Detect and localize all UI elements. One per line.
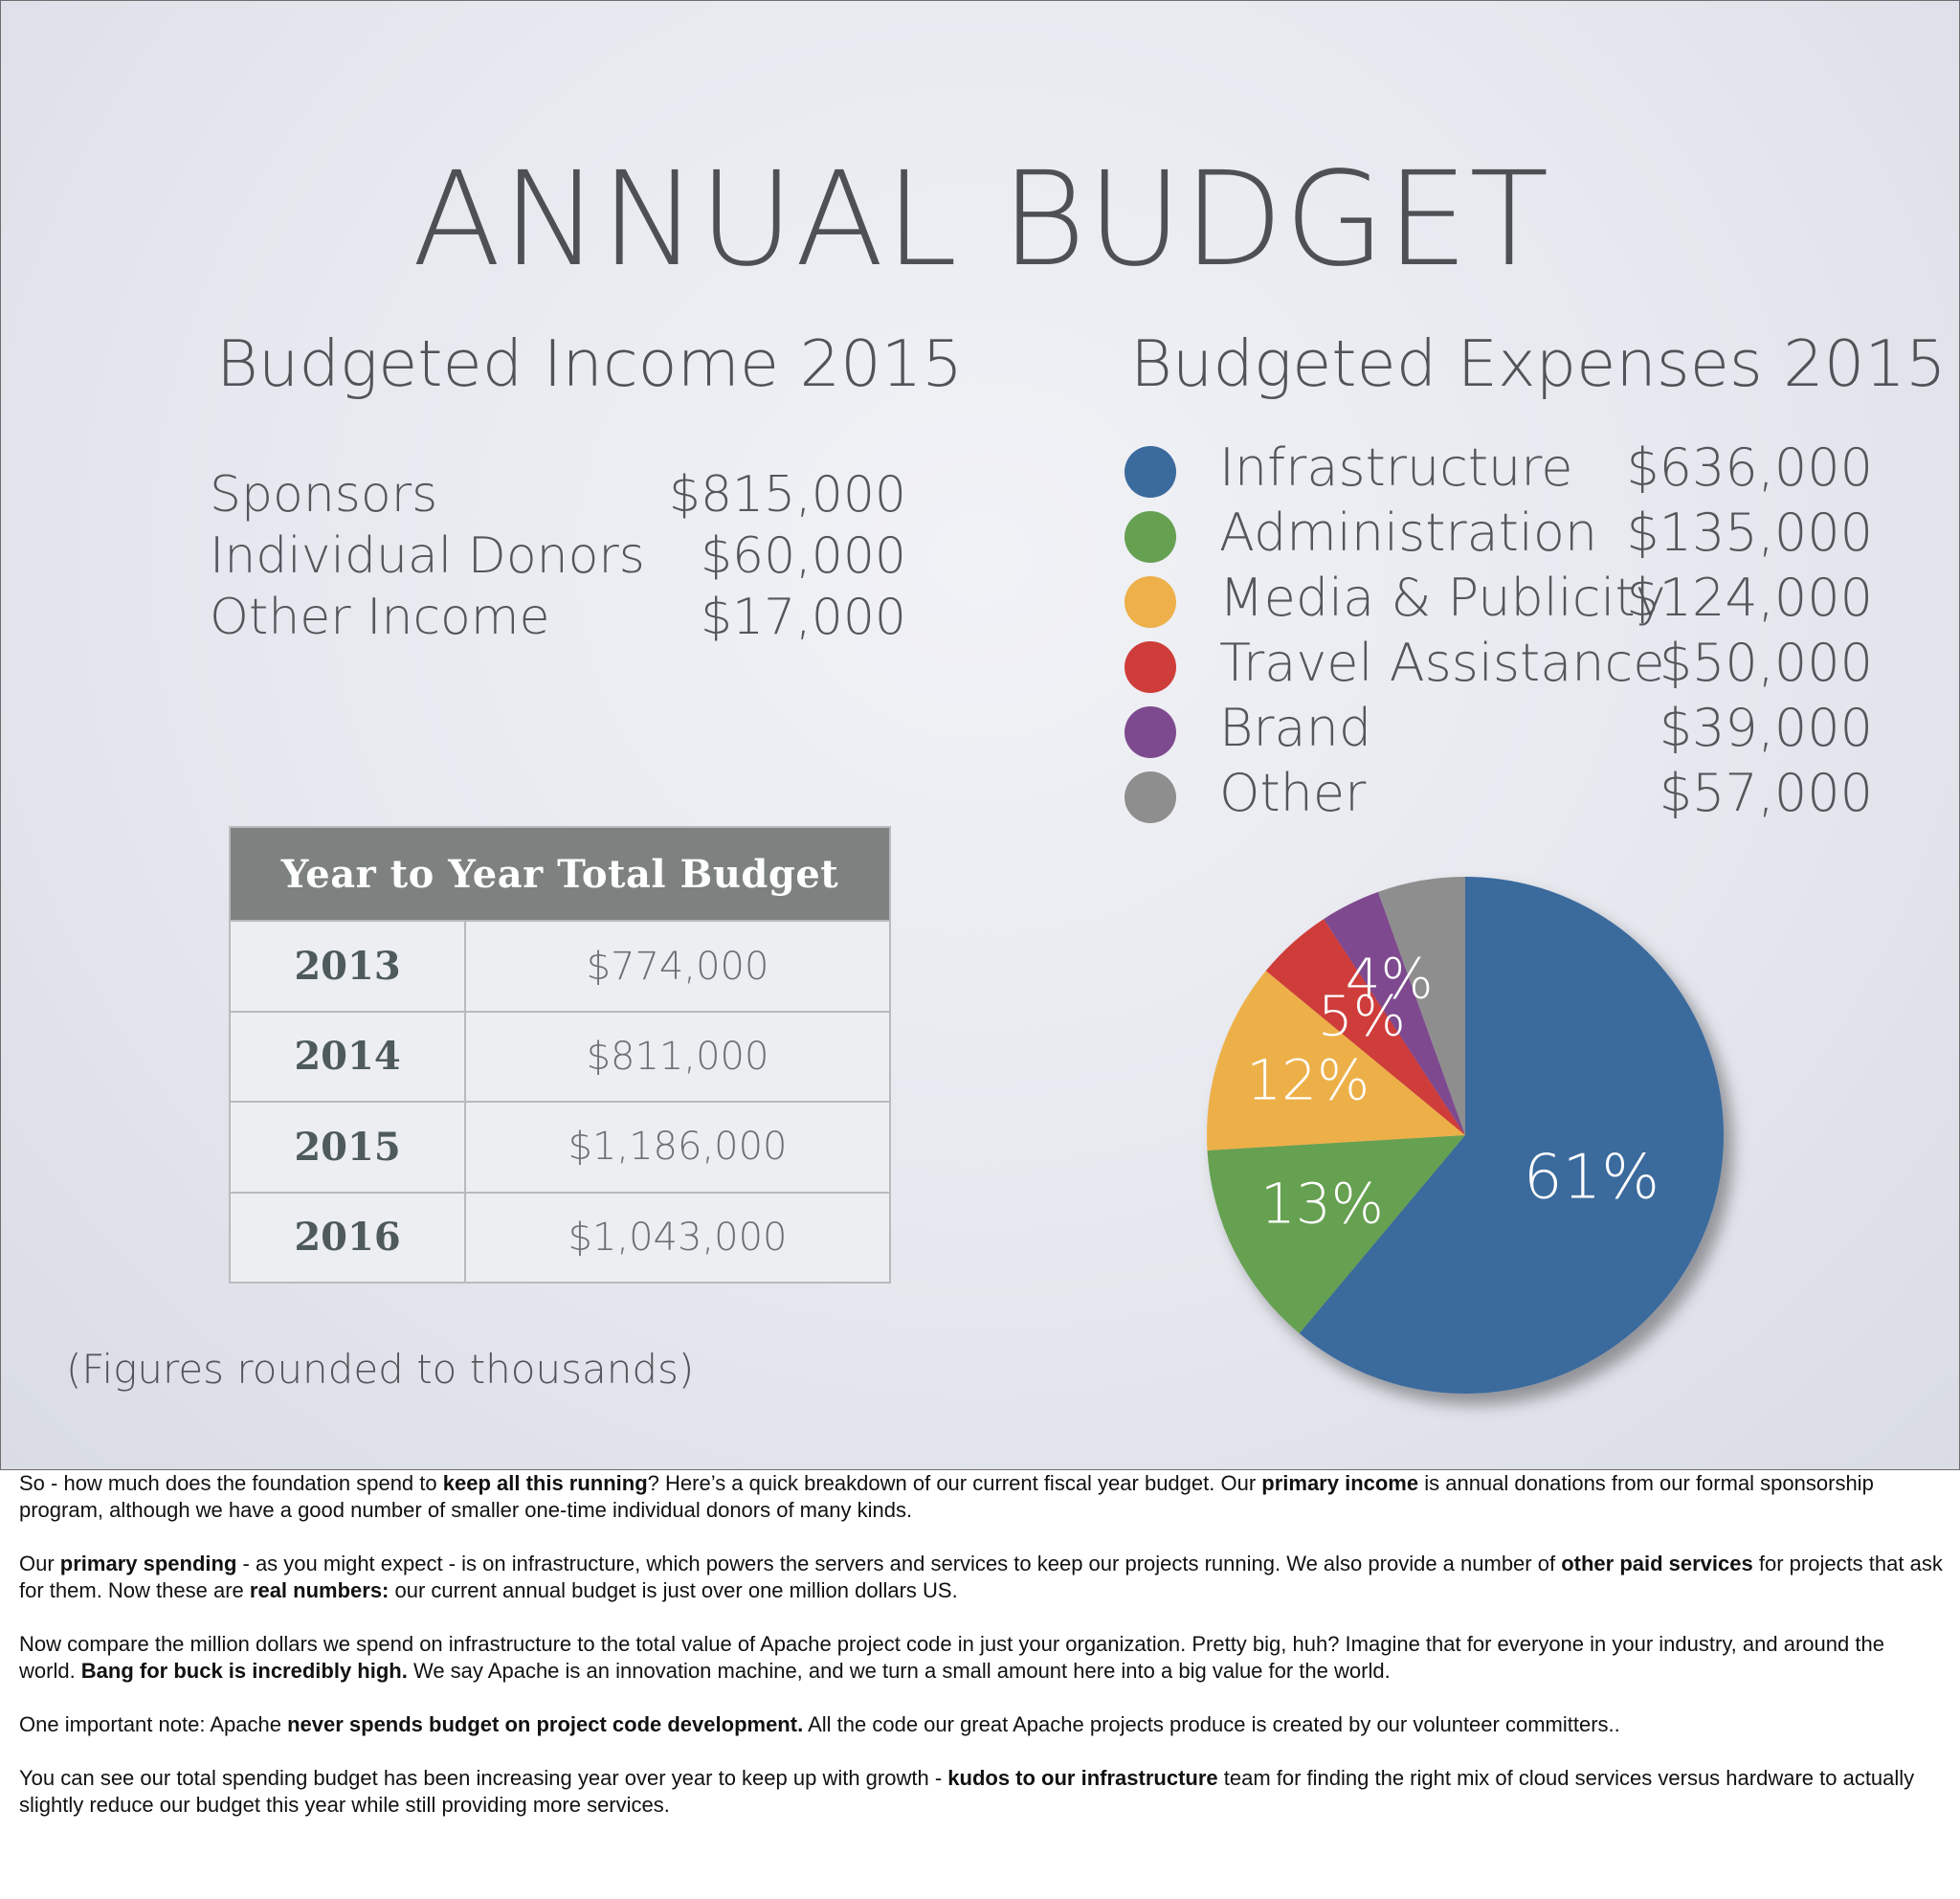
expense-label: Travel Assistance [1219, 633, 1665, 693]
table-year: 2014 [230, 1012, 465, 1102]
table-amount: $1,043,000 [465, 1193, 890, 1283]
notes-bold: keep all this running [442, 1471, 648, 1495]
income-label: Individual Donors [210, 527, 645, 585]
notes-bold: Bang for buck is incredibly high. [80, 1659, 408, 1683]
expenses-heading: Budgeted Expenses 2015 [1130, 326, 1947, 401]
footnote: (Figures rounded to thousands) [66, 1346, 695, 1393]
notes-text: We say Apache is an innovation machine, and we turn a small amount here into a big value for the world. [407, 1659, 1391, 1683]
notes-paragraph [19, 1765, 1943, 1819]
legend-dot-icon [1125, 511, 1176, 563]
legend-dot-icon [1125, 771, 1176, 823]
expense-label: Administration [1219, 503, 1598, 563]
notes-text: for projects that ask for them. Now these are [19, 1552, 1943, 1602]
notes-text: our current annual budget is just over one million dollars US. [389, 1578, 958, 1602]
income-value: $815,000 [668, 466, 906, 524]
income-label: Sponsors [210, 466, 438, 524]
notes-text: All the code our great Apache projects produce is created by our volunteer committers.. [803, 1712, 1620, 1736]
notes-bold: primary spending [59, 1552, 237, 1575]
table-row [230, 1193, 890, 1283]
expense-label: Other [1219, 763, 1367, 823]
page-title: ANNUAL BUDGET [412, 145, 1550, 296]
legend-dot-icon [1125, 446, 1176, 498]
notes-paragraph [19, 1711, 1943, 1738]
table-amount: $811,000 [465, 1012, 890, 1102]
expense-label: Media & Publicity [1219, 568, 1666, 628]
notes-paragraph [19, 1631, 1943, 1685]
speaker-notes [19, 1470, 1943, 1845]
legend-dot-icon [1125, 576, 1176, 628]
expense-value: $124,000 [1626, 568, 1873, 628]
expense-value: $57,000 [1659, 763, 1873, 823]
expense-value: $636,000 [1626, 437, 1873, 498]
notes-paragraph [19, 1551, 1943, 1604]
income-heading: Budgeted Income 2015 [216, 326, 963, 401]
notes-text: You can see our total spending budget has been increasing year over year to keep up with growth - [19, 1766, 948, 1790]
expenses-pie-chart [1188, 858, 1743, 1413]
expense-value: $135,000 [1626, 503, 1873, 563]
table-row [230, 1012, 890, 1102]
table-year: 2013 [230, 921, 465, 1011]
notes-text: team for finding the right mix of cloud services versus hardware to actually slightly reduce our budget this year while still providing more services. [19, 1766, 1915, 1817]
expense-label: Brand [1219, 698, 1372, 758]
notes-bold: kudos to our infrastructure [947, 1766, 1218, 1790]
notes-text: Our [19, 1552, 60, 1575]
income-value: $60,000 [700, 527, 906, 585]
pie-data-label: 5% [1317, 983, 1406, 1049]
pie-data-label: 12% [1246, 1047, 1370, 1113]
table-row [230, 921, 890, 1011]
pie-data-label: 4% [1345, 946, 1434, 1012]
notes-text: So - how much does the foundation spend to [19, 1471, 443, 1495]
notes-bold: real numbers: [249, 1578, 390, 1602]
legend-dot-icon [1125, 641, 1176, 693]
notes-text: - as you might expect - is on infrastructure, which powers the servers and services to keep our projects running. We also provide a number of [236, 1552, 1562, 1575]
pie-data-label: 61% [1523, 1142, 1660, 1214]
notes-text: Now compare the million dollars we spend on infrastructure to the total value of Apache project code in just your organization. Pretty big, huh? Imagine that for everyone in your industry, and around the world. [19, 1632, 1884, 1683]
notes-text: One important note: Apache [19, 1712, 288, 1736]
year-budget-table [229, 826, 891, 1284]
legend-dot-icon [1125, 706, 1176, 758]
expense-value: $50,000 [1659, 633, 1873, 693]
notes-bold: other paid services [1561, 1552, 1753, 1575]
expense-value: $39,000 [1659, 698, 1873, 758]
table-amount: $1,186,000 [465, 1102, 890, 1192]
table-header: Year to Year Total Budget [230, 827, 890, 921]
table-row [230, 1102, 890, 1192]
table-year: 2016 [230, 1193, 465, 1283]
income-label: Other Income [210, 589, 550, 646]
notes-text: is annual donations from our formal sponsorship program, although we have a good number of smaller one-time individual donors of many kinds. [19, 1471, 1874, 1522]
notes-bold: never spends budget on project code development. [287, 1712, 804, 1736]
table-header-row [230, 827, 890, 921]
pie-data-label: 13% [1260, 1171, 1384, 1237]
notes-paragraph [19, 1470, 1943, 1524]
notes-bold: primary income [1261, 1471, 1419, 1495]
income-value: $17,000 [700, 589, 906, 646]
expense-label: Infrastructure [1219, 437, 1573, 498]
notes-text: ? Here’s a quick breakdown of our current fiscal year budget. Our [647, 1471, 1262, 1495]
table-amount: $774,000 [465, 921, 890, 1011]
table-year: 2015 [230, 1102, 465, 1192]
